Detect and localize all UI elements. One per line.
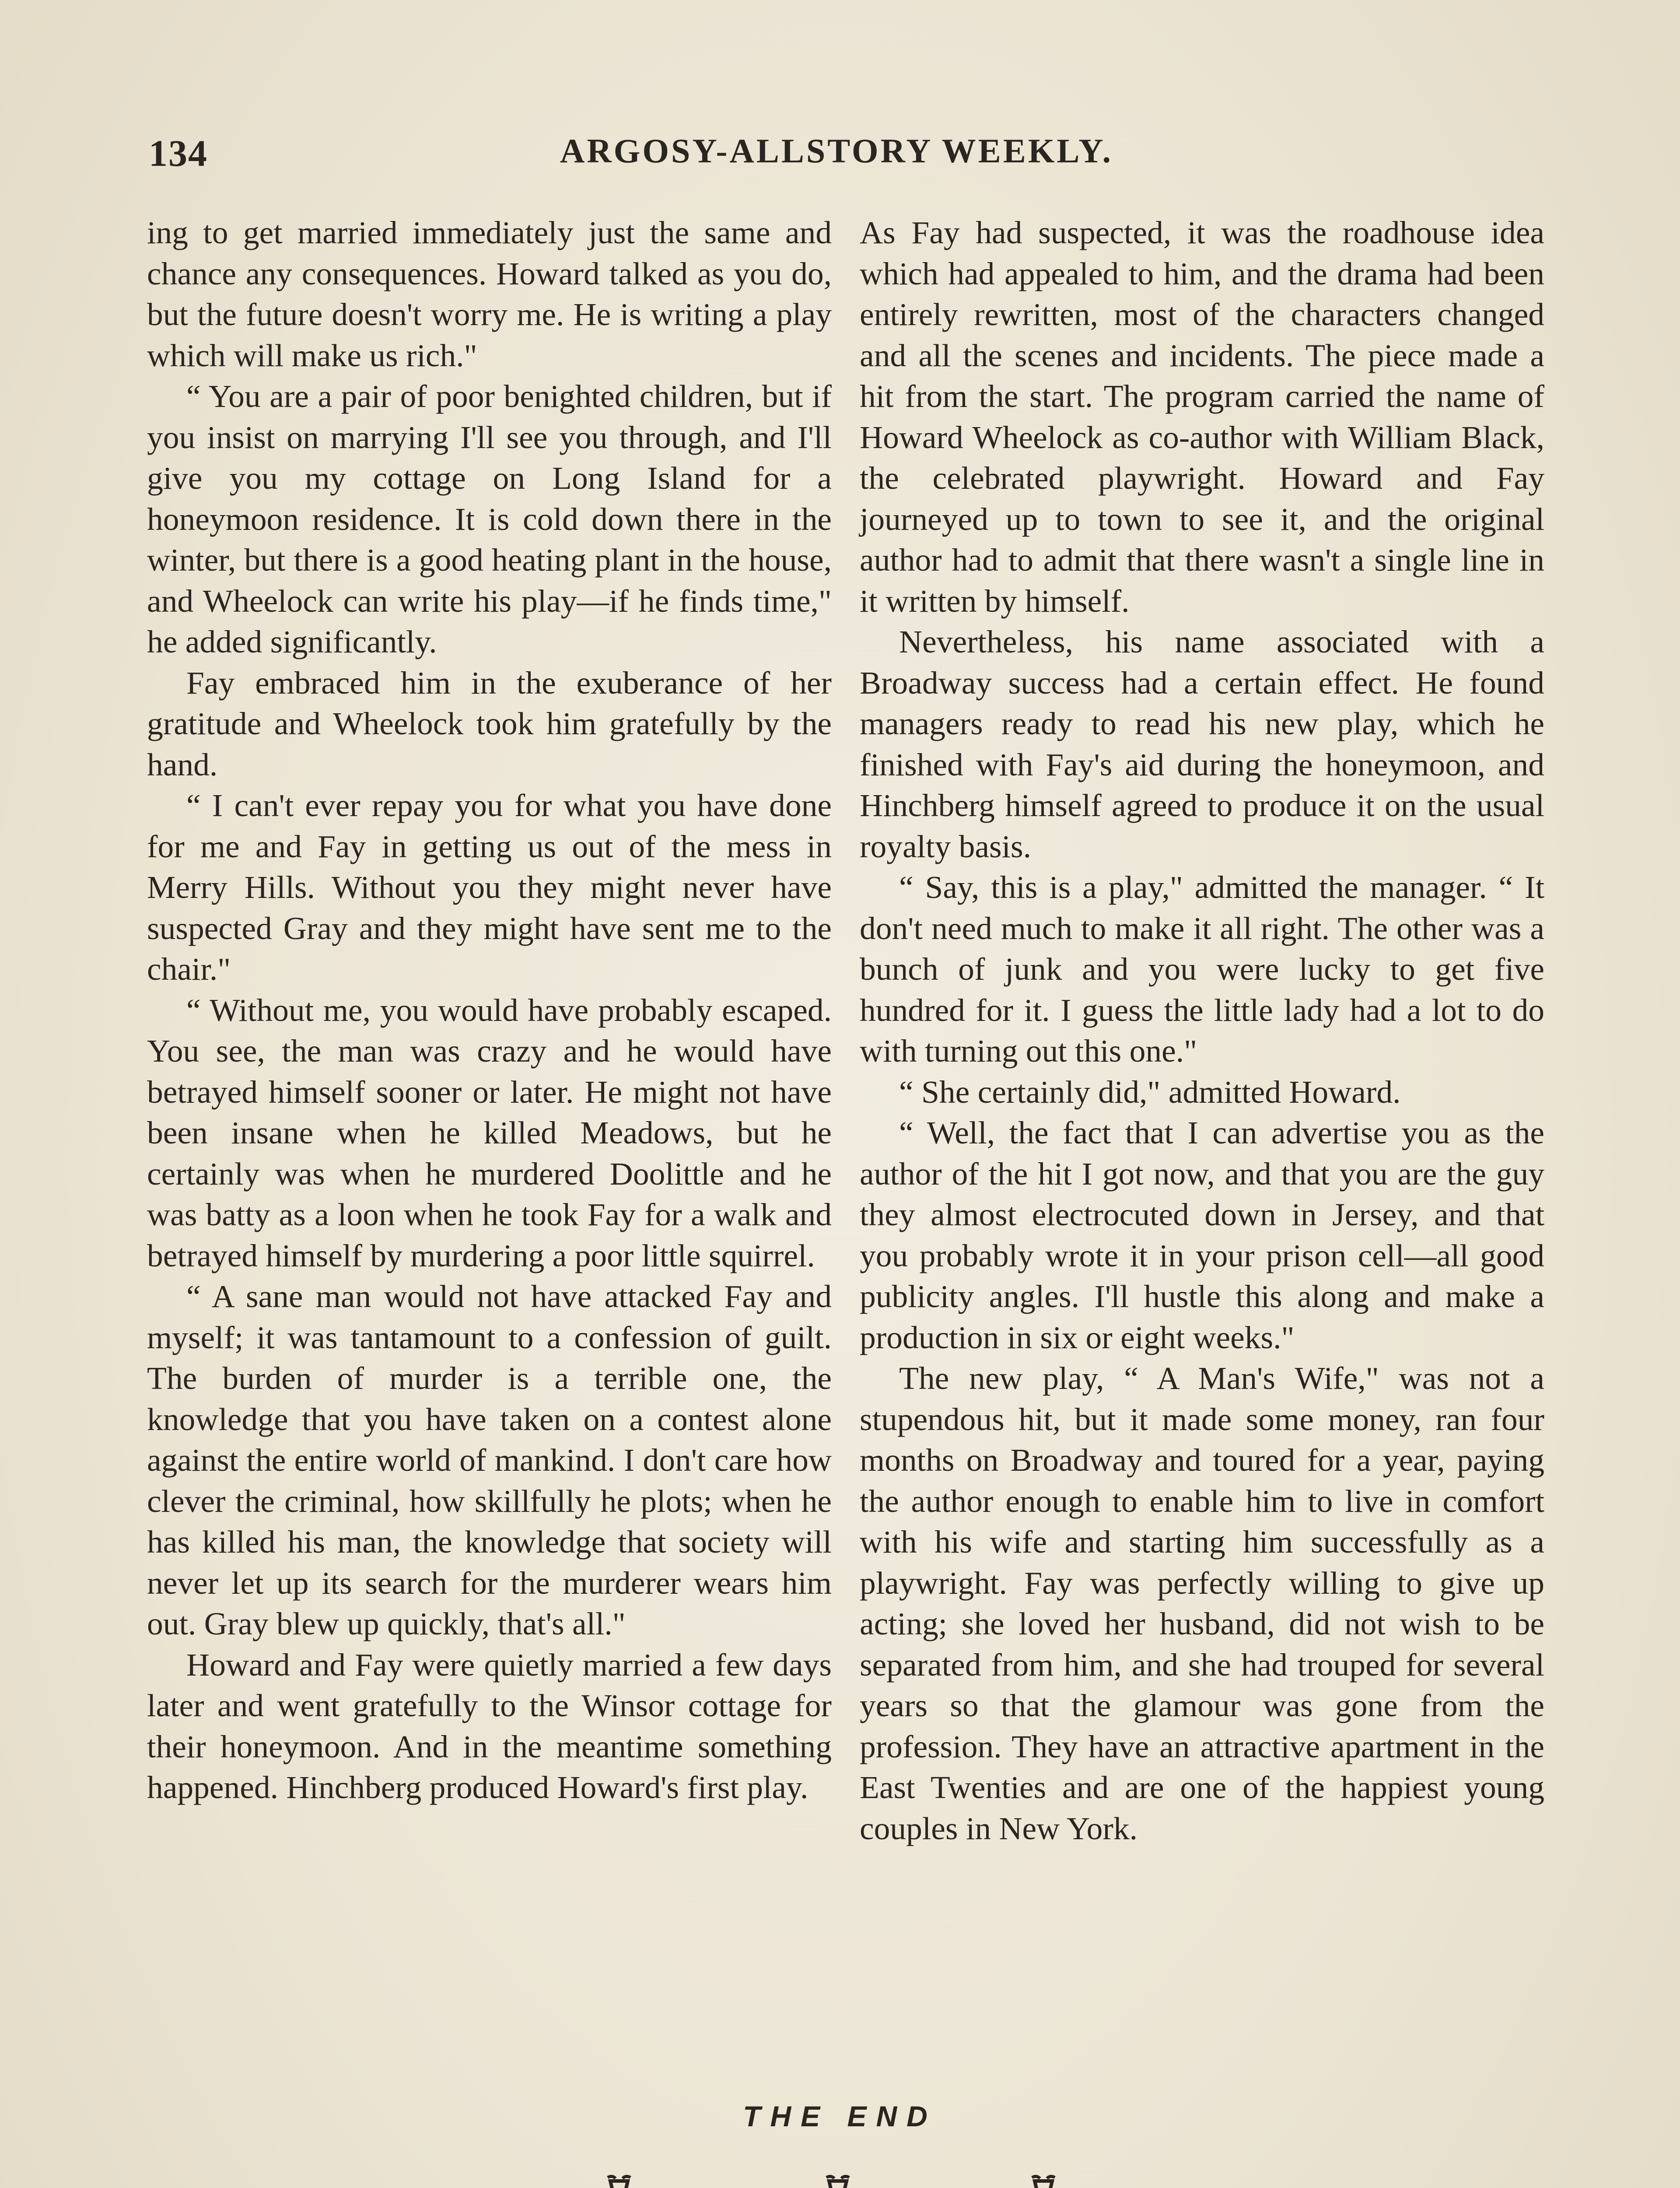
paragraph: ing to get married immediately just the same and chance any consequences. Howard talked as you do, but the future doesn't worry me. He is writing a play which will make us rich." xyxy=(147,215,832,373)
ornamental-dingbat-icon xyxy=(1030,2174,1057,2188)
paragraph: “ A sane man would not have attacked Fay and myself; it was tantamount to a confession of guilt. The burden of murder is a terrible one, the knowledge that you have taken on a contest alone against the entire world of mankind. I don't care how clever the criminal, how skillfully he plots; when he has killed his man, the knowledge that society will never let up its search for the murderer wears him out. Gray blew up quickly, that's all." xyxy=(147,1279,832,1641)
right-column xyxy=(860,212,1544,1849)
paragraph: “ You are a pair of poor benighted children, but if you insist on marrying I'll see you through, and I'll give you my cottage on Long Island for a honeymoon residence. It is cold down there in the winter, but there is a good heating plant in the house, and Wheelock can write his play—if he finds time," he added significantly. xyxy=(147,379,832,659)
paragraph: “ I can't ever repay you for what you have done for me and Fay in getting us out of the mess in Merry Hills. Without you they might never have suspected Gray and they might have sent me to the chair." xyxy=(147,788,832,987)
page-number: 134 xyxy=(149,132,208,174)
paragraph: Fay embraced him in the exuberance of her gratitude and Wheelock took him gratefully by the hand. xyxy=(147,665,832,782)
page-header xyxy=(149,131,1549,179)
paragraph: “ Without me, you would have probably escaped. You see, the man was crazy and he would have betrayed himself sooner or later. He might not have been insane when he killed Meadows, but he certainly was when he murdered Doolittle and he was batty as a loon when he took Fay for a walk and betrayed himself by murdering a poor little squirrel. xyxy=(147,992,832,1273)
ornamental-dingbat-icon xyxy=(825,2174,851,2188)
paragraph: As Fay had suspected, it was the roadhouse idea which had appealed to him, and the drama had been entirely rewritten, most of the characters changed and all the scenes and incidents. The piece made a hit from the start. The program carried the name of Howard Wheelock as co-author with William Black, the celebrated playwright. Howard and Fay journeyed up to town to see it, and the original author had to admit that there wasn't a single line in it written by himself. xyxy=(860,215,1544,619)
paragraph: The new play, “ A Man's Wife," was not a stupendous hit, but it made some money, ran four months on Broadway and toured for a year, paying the author enough to enable him to live in comfort with his wife and starting him successfully as a playwright. Fay was perfectly willing to give up acting; she loved her husband, did not wish to be separated from him, and she had trouped for several years so that the glamour was gone from the profession. They have an attractive apartment in the East Twenties and are one of the happiest young couples in New York. xyxy=(860,1360,1544,1846)
the-end-marker: THE END xyxy=(743,2100,937,2132)
paragraph: “ Say, this is a play," admitted the manager. “ It don't need much to make it all right. The other was a bunch of junk and you were lucky to get five hundred for it. I guess the little lady had a lot to do with turning out this one." xyxy=(860,870,1544,1069)
paragraph: “ Well, the fact that I can advertise you as the author of the hit I got now, and that you are the guy they almost electrocuted down in Jersey, and that you probably wrote it in your prison cell—all good publicity angles. I'll hustle this along and make a production in six or eight weeks." xyxy=(860,1115,1544,1355)
left-column xyxy=(147,212,832,1808)
running-head: ARGOSY-ALLSTORY WEEKLY. xyxy=(560,132,1113,170)
paragraph: “ She certainly did," admitted Howard. xyxy=(899,1074,1401,1110)
ornamental-dingbat-icon xyxy=(606,2174,632,2188)
paragraph: Howard and Fay were quietly married a few days later and went gratefully to the Winsor cottage for their honeymoon. And in the meantime something happened. Hinchberg produced Howard's first play. xyxy=(147,1647,832,1805)
paragraph: Nevertheless, his name associated with a Broadway success had a certain effect. He found managers ready to read his new play, which he finished with Fay's aid during the honeymoon, and Hinchberg himself agreed to produce it on the usual royalty basis. xyxy=(860,624,1544,864)
